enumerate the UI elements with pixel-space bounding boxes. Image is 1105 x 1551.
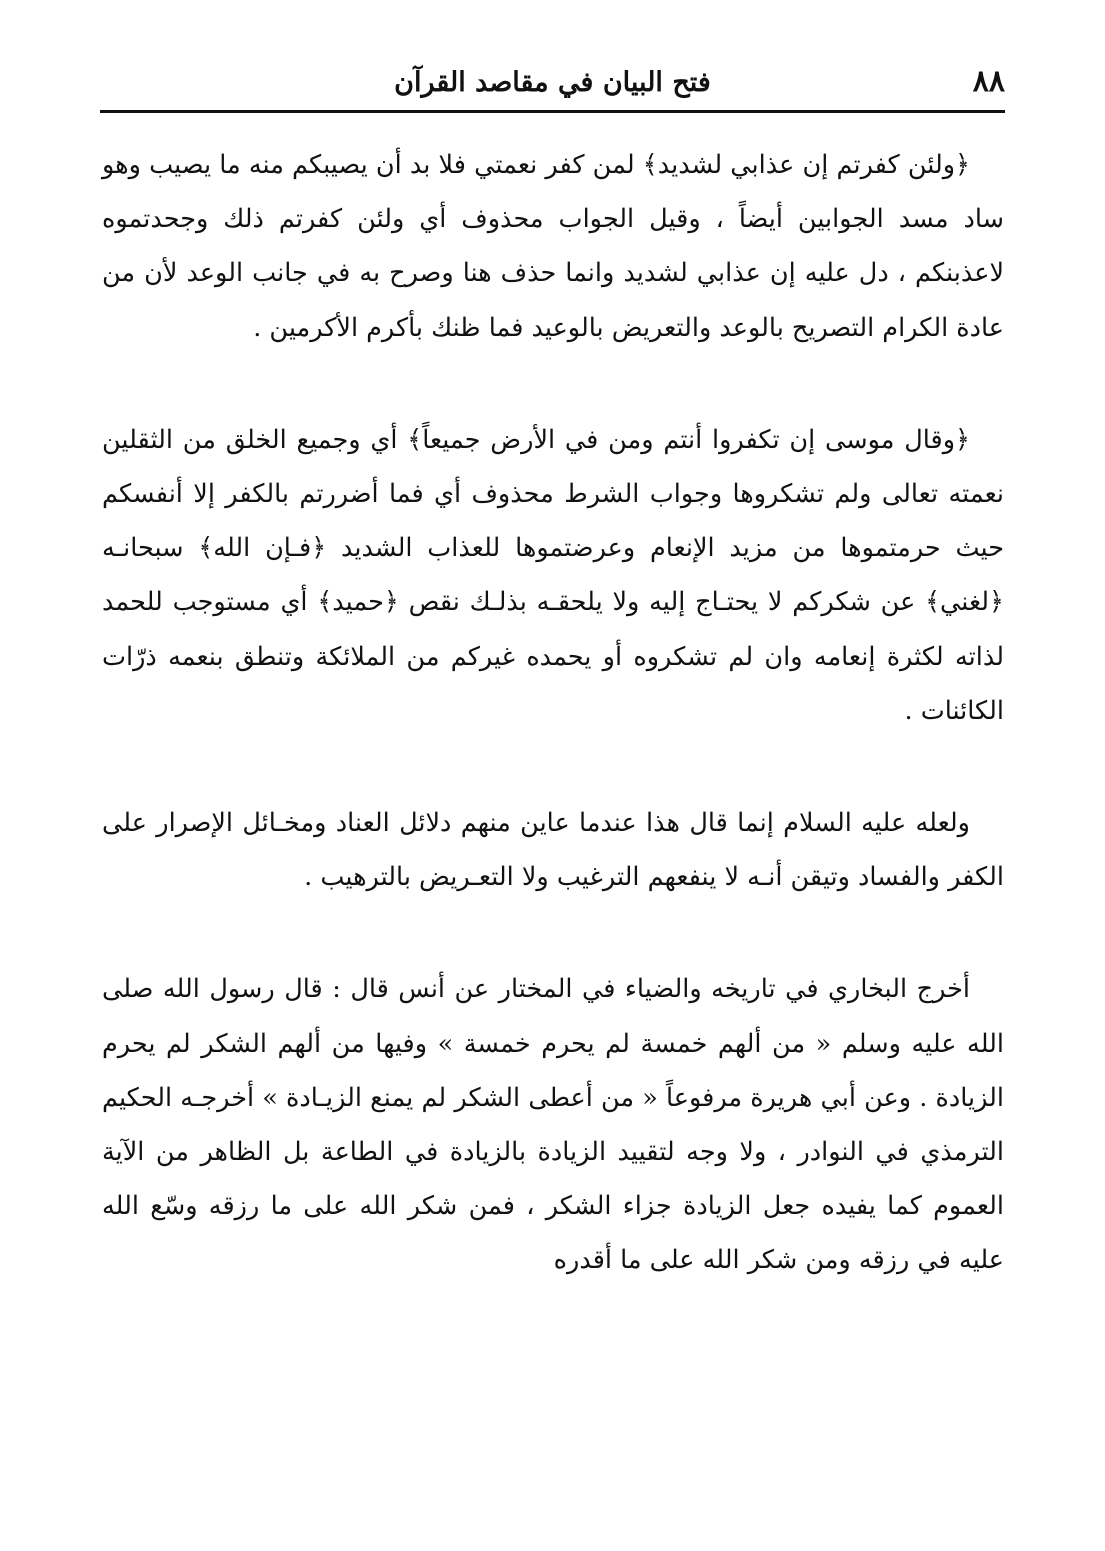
paragraph-4: أخرج البخاري في تاريخه والضياء في المختار عن أنس قال : قال رسول الله صلى الله عليه وسلم « من ألهم خمسة لم يحرم خمسة » وفيها من ألهم الشكر لم يحرم الزيادة . وعن أبي هريرة مرفوعاً « من أعطى الشكر لم يمنع الزيـادة » أخرجـه الحكيم الترمذي في النوادر ، ولا وجه لتقييد الزيادة بالزيادة في الطاعة بل الظاهر من الآية العموم كما يفيده جعل الزيادة جزاء الشكر ، فمن شكر الله على ما رزقه وسّع الله عليه في رزقه ومن شكر الله على ما أقدره [102,974,1004,1276]
page-number: ٨٨ [972,64,1005,99]
paragraph-2: ﴿وقال موسى إن تكفروا أنتم ومن في الأرض جميعاً﴾ أي وجميع الخلق من الثقلين نعمته تعالى ولم تشكروها وجواب الشرط محذوف أي فما أضررتم بالكفر إلا أنفسكم حيث حرمتموها من مزيد الإنعام وعرضتموها للعذاب الشديد ﴿فـإن الله﴾ سبحانـه ﴿لغني﴾ عن شكركم لا يحتـاج إليه ولا يلحقـه بذلـك نقص ﴿حميد﴾ أي مستوجب للحمد لذاته لكثرة إنعامه وان لم تشكروه أو يحمده غيركم من الملائكة وتنطق بنعمه ذرّات الكائنات . [102,424,1004,726]
paragraph-3: ولعله عليه السلام إنما قال هذا عندما عاين منهم دلائل العناد ومخـائل الإصرار على الكفر والفساد وتيقن أنـه لا ينفعهم الترغيب ولا التعـريض بالترهيب . [102,808,1004,893]
header-rule [100,110,1005,113]
running-title: فتح البيان في مقاصد القرآن [394,67,711,98]
page-header [100,62,1005,106]
body-text [102,138,1004,1346]
paragraph-1: ﴿ولئن كفرتم إن عذابي لشديد﴾ لمن كفر نعمتي فلا بد أن يصيبكم منه ما يصيب وهو ساد مسد الجوابين أيضاً ، وقيل الجواب محذوف أي ولئن كفرتم ذلك وجحدتموه لاعذبنكم ، دل عليه إن عذابي لشديد وانما حذف هنا وصرح به في جانب الوعد لأن من عادة الكرام التصريح بالوعد والتعريض بالوعيد فما ظنك بأكرم الأكرمين . [102,150,1004,343]
